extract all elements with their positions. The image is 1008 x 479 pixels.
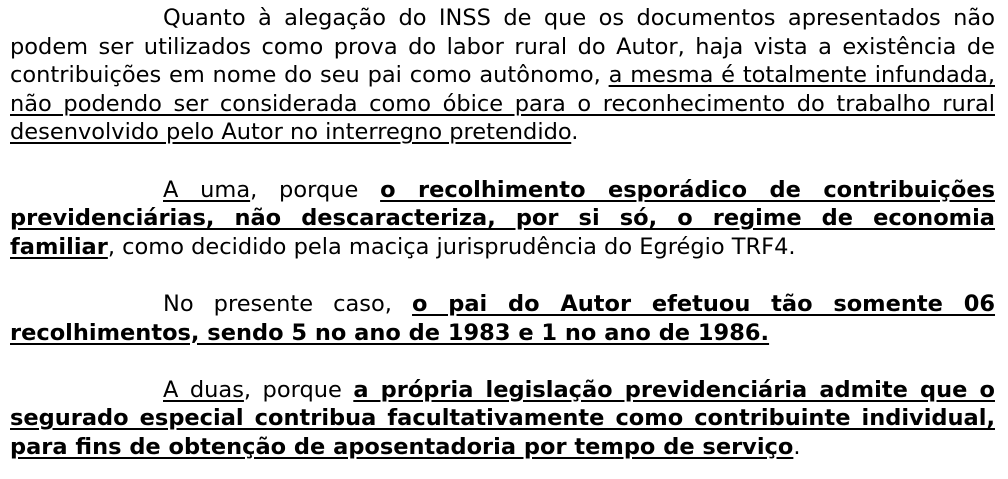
paragraph-second-reason [10, 376, 995, 462]
paragraph-text: . [793, 433, 801, 460]
paragraph-inss-allegation [10, 4, 995, 147]
underlined-lead: A uma [163, 176, 251, 203]
paragraph-first-reason [10, 176, 995, 262]
paragraph-text: Quanto à alegação do INSS de que os documentos apresentados não podem ser utilizados como prova do labor rural do Autor, haja vista a existência de contribuições em nome do seu pai como autônomo, [10, 5, 995, 89]
bold-underlined-statement: o recolhimento esporádico de contribuições previdenciárias, não descaracteriza, por si só, o regime de economia familiar [10, 176, 995, 260]
paragraph-text: , porque [250, 176, 381, 203]
paragraph-text: , como decidido pela maciça jurisprudência do Egrégio TRF4. [107, 233, 796, 260]
paragraph-text: No presente caso, [163, 290, 413, 317]
paragraph-present-case [10, 290, 995, 347]
document-page [10, 4, 995, 462]
underlined-lead: A duas [163, 376, 244, 403]
bold-underlined-statement: a própria legislação previdenciária admite que o segurado especial contribua facultativamente como contribuinte individual, para fins de obtenção de aposentadoria por tempo de serviço [10, 376, 995, 460]
paragraph-text: , porque [243, 376, 354, 403]
underlined-statement: a mesma é totalmente infundada, não podendo ser considerada como óbice para o reconhecimento do trabalho rural desenvolvido pelo Autor no interregno pretendido [10, 62, 995, 146]
bold-underlined-statement: o pai do Autor efetuou tão somente 06 recolhimentos, sendo 5 no ano de 1983 e 1 no ano de 1986. [10, 290, 996, 346]
paragraph-text: . [571, 119, 579, 146]
